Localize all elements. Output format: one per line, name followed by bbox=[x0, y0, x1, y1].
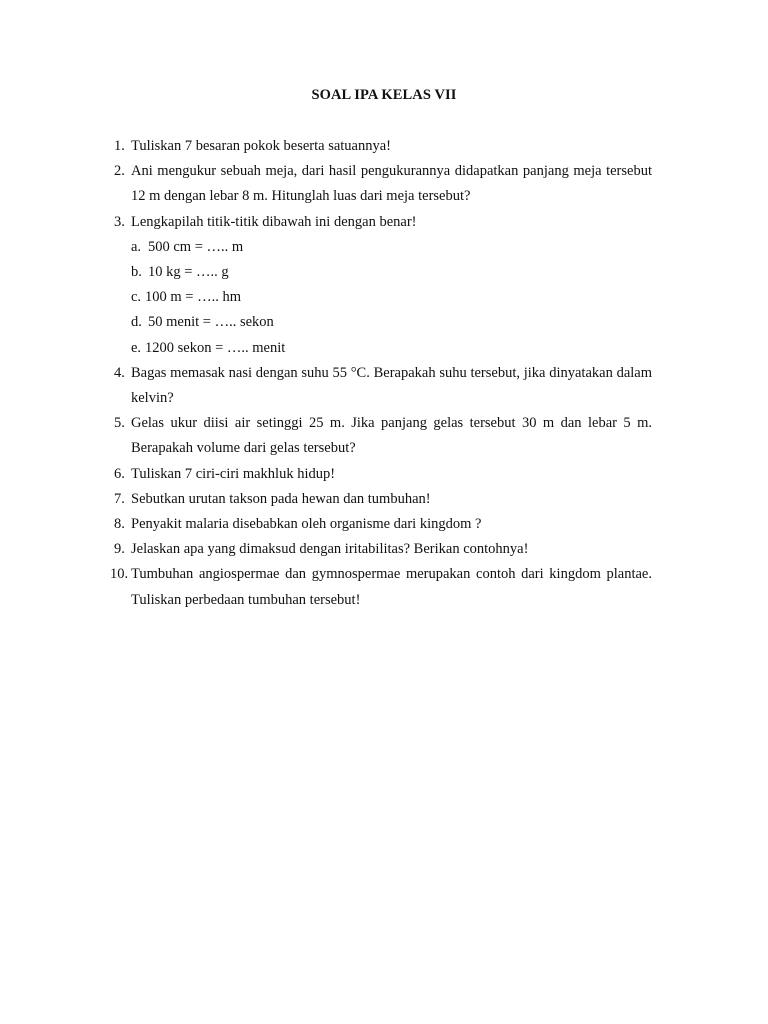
page-title: SOAL IPA KELAS VII bbox=[311, 87, 457, 103]
subitem-text: 50 menit = ….. sekon bbox=[148, 314, 274, 331]
subitem-letter: c. bbox=[131, 289, 142, 306]
question-number: 5. bbox=[114, 415, 125, 432]
question-number: 7. bbox=[114, 490, 125, 507]
question-number: 6. bbox=[114, 465, 125, 482]
subitem-text: 10 kg = ….. g bbox=[148, 264, 229, 281]
question-number: 10. bbox=[110, 566, 129, 583]
question-text: Penyakit malaria disebabkan oleh organisme dari kingdom ? bbox=[131, 516, 482, 533]
question-text: Bagas memasak nasi dengan suhu 55 °C. Berapakah suhu tersebut, jika dinyatakan dalam kelvin? bbox=[131, 364, 652, 407]
question-5 bbox=[114, 411, 652, 461]
subitem-a bbox=[114, 235, 652, 260]
subitem-c bbox=[114, 285, 652, 310]
question-number: 1. bbox=[114, 138, 125, 154]
subitem-e bbox=[114, 336, 652, 361]
question-3 bbox=[114, 210, 652, 235]
question-6 bbox=[114, 462, 652, 487]
subitem-b bbox=[114, 260, 652, 285]
question-4 bbox=[114, 361, 652, 411]
subitem-text: 500 cm = ….. m bbox=[148, 238, 244, 255]
question-text: Tuliskan 7 besaran pokok beserta satuannya! bbox=[131, 138, 392, 154]
question-8 bbox=[114, 512, 652, 537]
question-list bbox=[110, 134, 652, 613]
question-10 bbox=[110, 562, 652, 612]
question-7 bbox=[114, 487, 652, 512]
subitem-text: 1200 sekon = ….. menit bbox=[145, 339, 286, 356]
question-9 bbox=[114, 537, 652, 562]
question-2 bbox=[114, 159, 652, 209]
question-text: Gelas ukur diisi air setinggi 25 m. Jika panjang gelas tersebut 30 m dan lebar 5 m. Berapakah volume dari gelas tersebut? bbox=[131, 415, 652, 457]
question-number: 8. bbox=[114, 516, 125, 533]
subitem-d bbox=[114, 310, 652, 335]
question-number: 2. bbox=[114, 163, 125, 180]
subitem-letter: b. bbox=[131, 264, 142, 281]
question-text: Ani mengukur sebuah meja, dari hasil pengukurannya didapatkan panjang meja tersebut 12 m dengan lebar 8 m. Hitunglah luas dari meja tersebut? bbox=[131, 163, 652, 205]
question-1 bbox=[114, 134, 652, 159]
question-text: Tumbuhan angiospermae dan gymnospermae merupakan contoh dari kingdom plantae. Tuliskan perbedaan tumbuhan tersebut! bbox=[131, 566, 652, 608]
question-number: 4. bbox=[114, 364, 125, 381]
question-text: Tuliskan 7 ciri-ciri makhluk hidup! bbox=[131, 465, 336, 482]
subitem-letter: e. bbox=[131, 339, 142, 356]
subitem-text: 100 m = ….. hm bbox=[145, 289, 241, 306]
question-text: Jelaskan apa yang dimaksud dengan iritabilitas? Berikan contohnya! bbox=[131, 541, 529, 558]
question-number: 9. bbox=[114, 541, 125, 558]
question-text: Lengkapilah titik-titik dibawah ini dengan benar! bbox=[131, 213, 417, 230]
subitem-letter: d. bbox=[131, 314, 142, 331]
question-number: 3. bbox=[114, 213, 125, 230]
subitem-letter: a. bbox=[131, 238, 142, 255]
question-text: Sebutkan urutan takson pada hewan dan tumbuhan! bbox=[131, 490, 431, 507]
